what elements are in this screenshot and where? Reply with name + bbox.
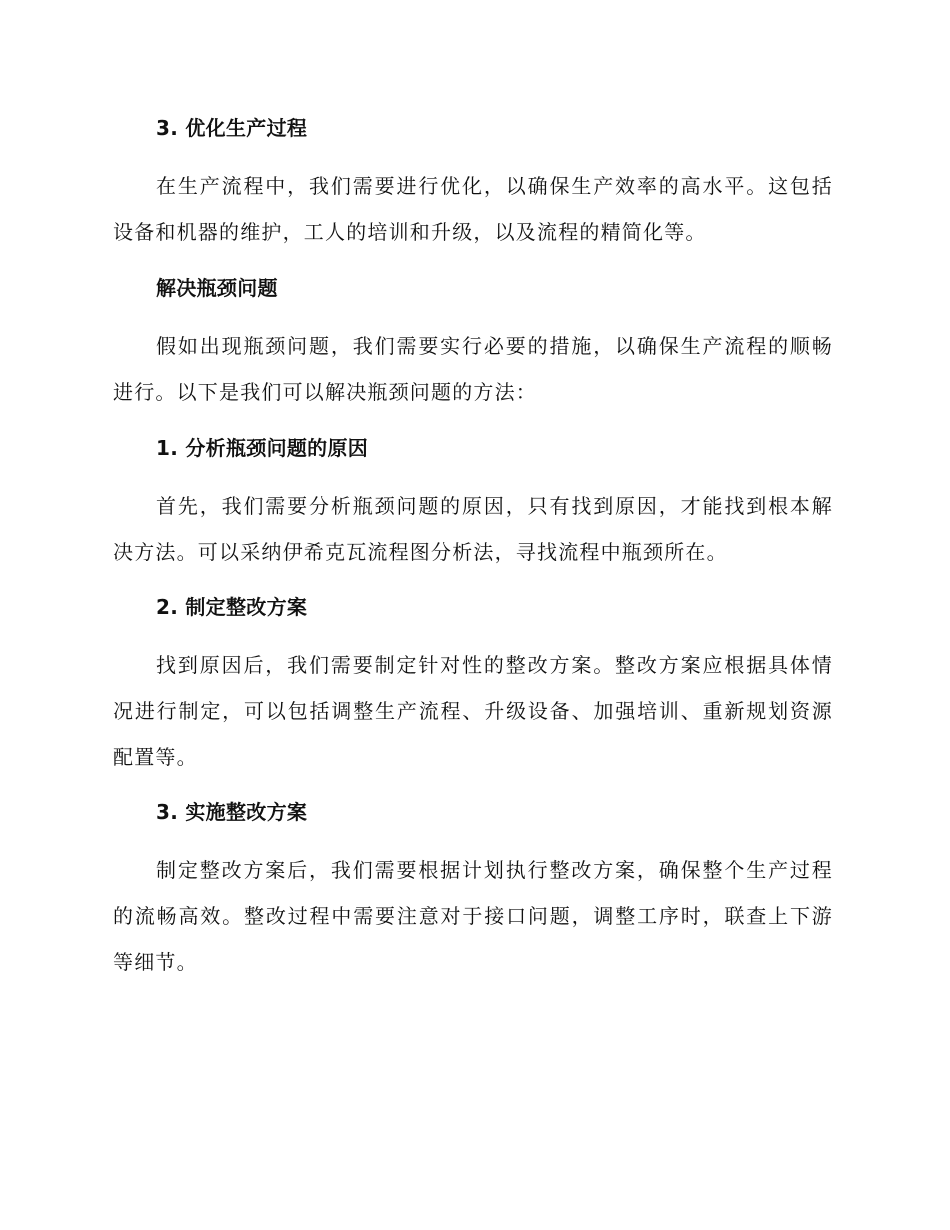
section-heading-optimize-production: 3. 优化生产过程 (156, 116, 308, 140)
section-heading-analyze-cause: 1. 分析瓶颈问题的原因 (156, 436, 369, 460)
section-heading-solve-bottleneck: 解决瓶颈问题 (156, 276, 278, 300)
paragraph-implement-plan: 制定整改方案后，我们需要根据计划执行整改方案，确保整个生产过程的流畅高效。整改过程中需要注意对于接口问题，调整工序时，联查上下游等细节。 (113, 858, 833, 974)
paragraph-make-plan: 找到原因后，我们需要制定针对性的整改方案。整改方案应根据具体情况进行制定，可以包括调整生产流程、升级设备、加强培训、重新规划资源配置等。 (113, 653, 833, 769)
paragraph-solve-bottleneck: 假如出现瓶颈问题，我们需要实行必要的措施，以确保生产流程的顺畅进行。以下是我们可以解决瓶颈问题的方法： (113, 334, 833, 404)
paragraph-optimize-production: 在生产流程中，我们需要进行优化，以确保生产效率的高水平。这包括设备和机器的维护，工人的培训和升级，以及流程的精简化等。 (113, 174, 833, 244)
section-heading-implement-plan: 3. 实施整改方案 (156, 800, 308, 824)
paragraph-analyze-cause: 首先，我们需要分析瓶颈问题的原因，只有找到原因，才能找到根本解决方法。可以采纳伊希克瓦流程图分析法，寻找流程中瓶颈所在。 (113, 494, 833, 564)
section-heading-make-plan: 2. 制定整改方案 (156, 595, 308, 619)
